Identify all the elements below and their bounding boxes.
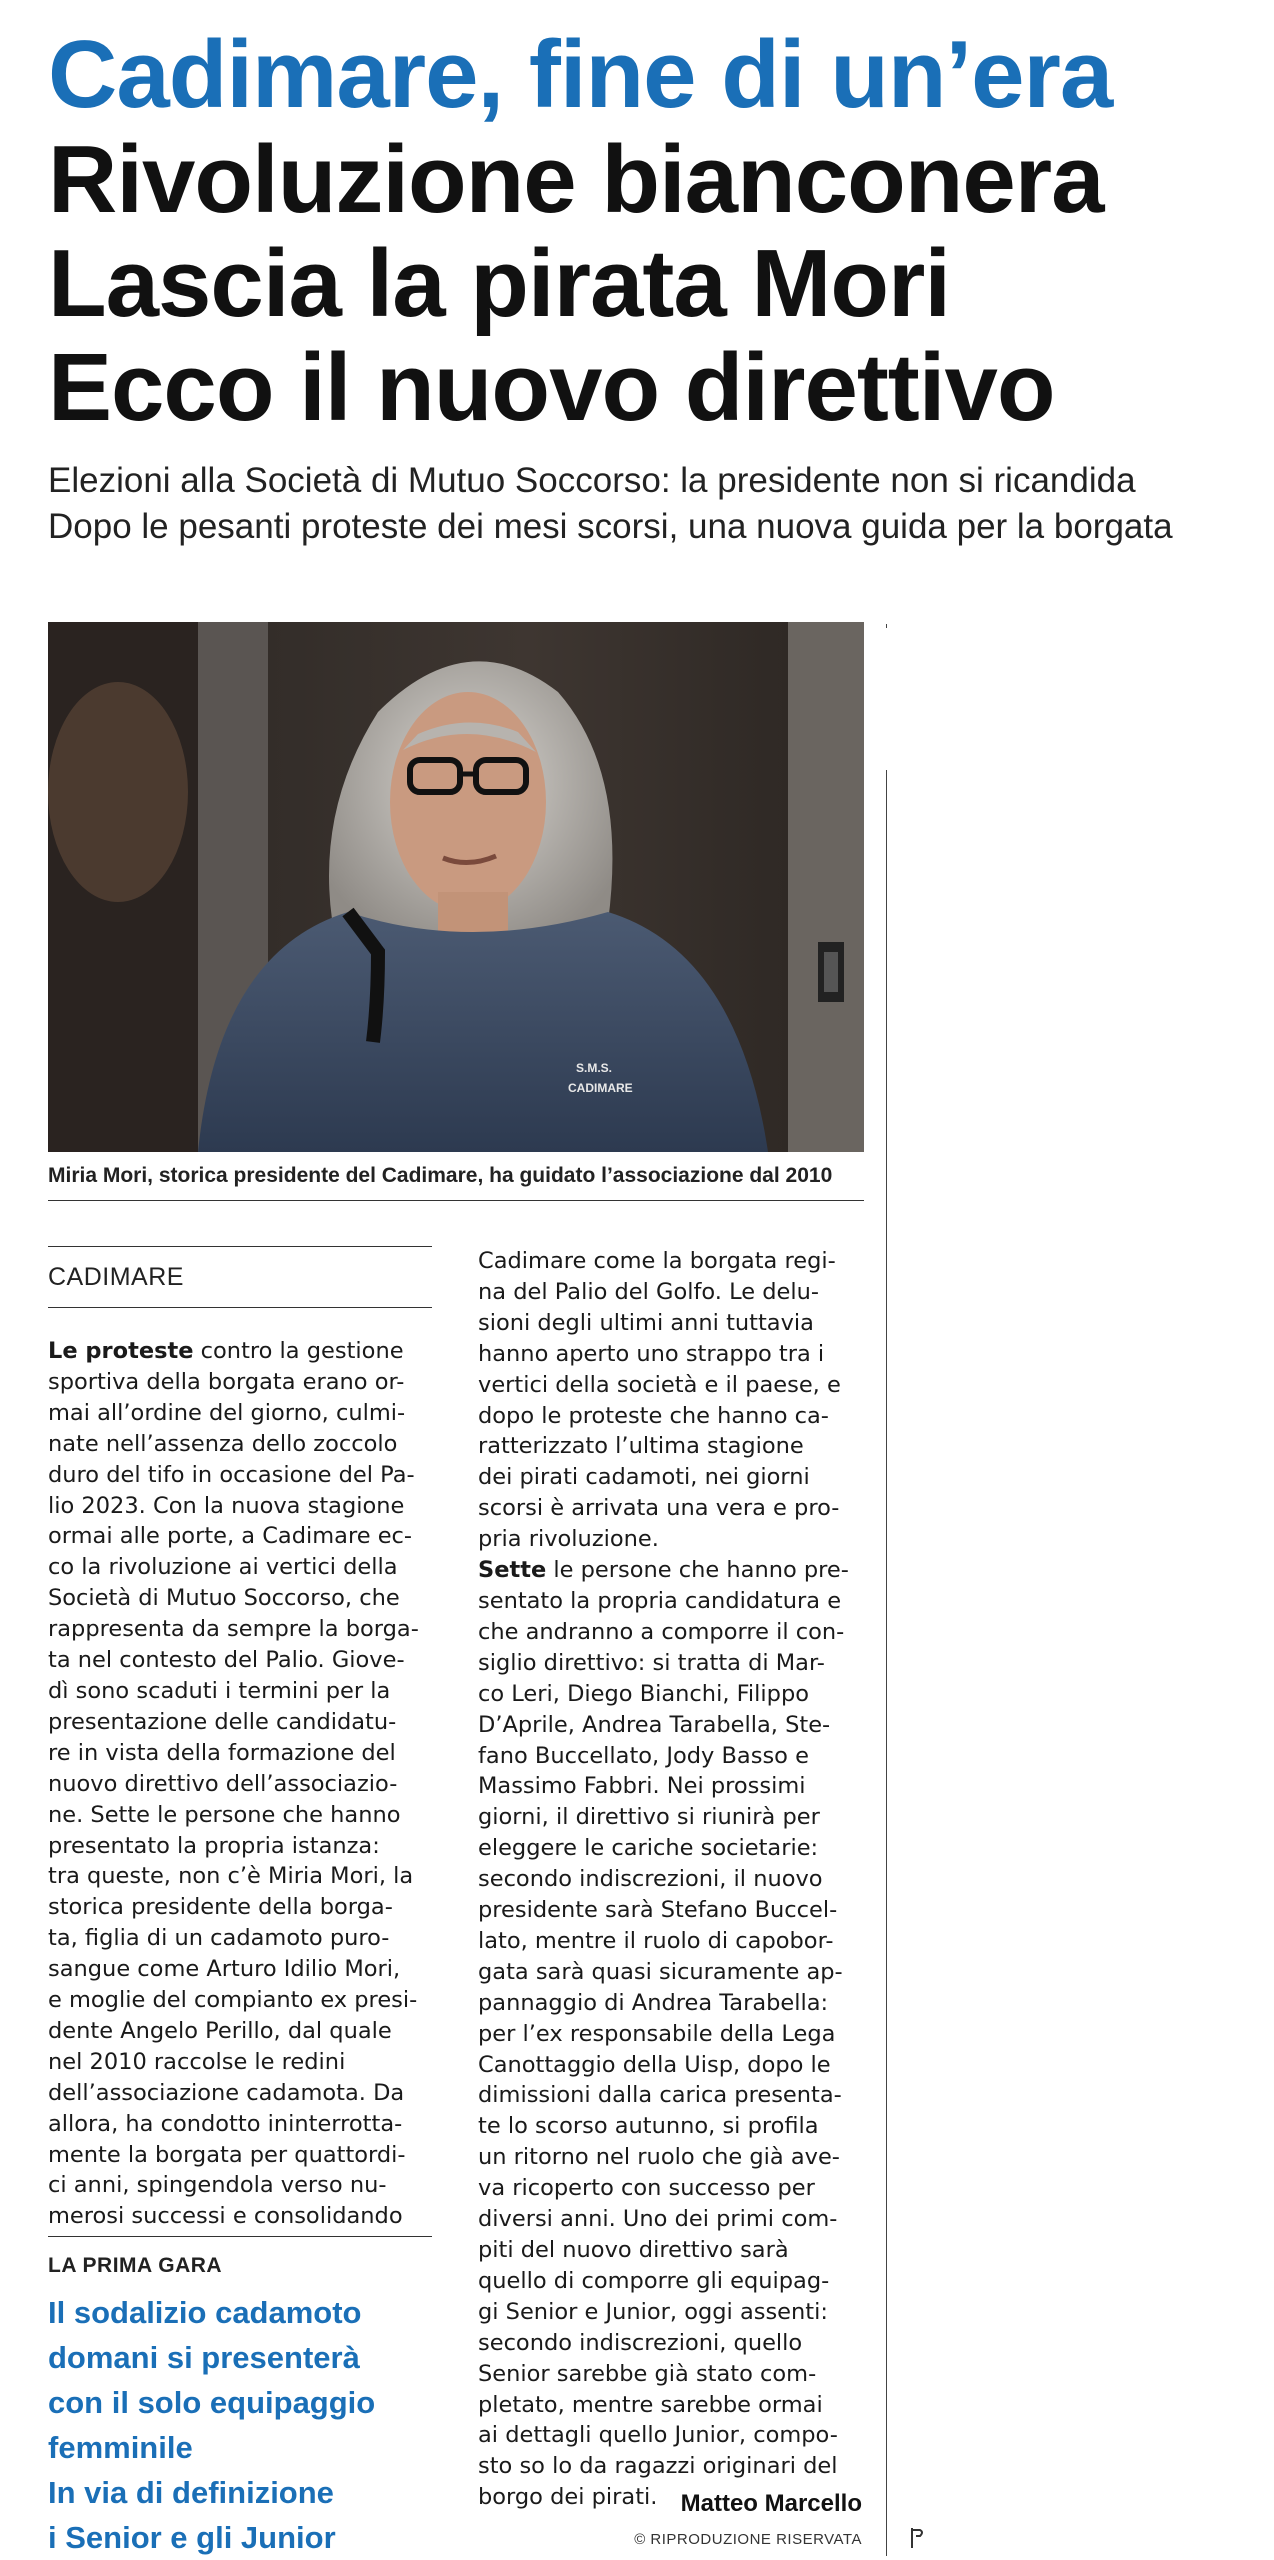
body-line: siglio direttivo: si tratta di Mar- [478,1649,825,1676]
sidebar-line: con il solo equipaggio [48,2385,376,2420]
body-line [48,1336,432,1367]
body-line: e moglie del compianto ex presi- [48,1987,418,2014]
body-line: te lo scorso autunno, si profila [478,2113,819,2140]
body-line: duro del tifo in occasione del Pa- [48,1461,415,1488]
body-line: dì sono scaduti i termini per la [48,1677,391,1704]
body-line: co Leri, Diego Bianchi, Filippo [478,1680,810,1707]
body-column-1 [48,1336,432,2232]
body-line: ratterizzato l’ultima stagione [478,1433,804,1460]
sidebar-line: In via di definizione [48,2475,334,2510]
body-line: mente la borgata per quattordi- [48,2141,406,2168]
body-line: che andranno a comporre il con- [478,1618,845,1645]
body-line: secondo indiscrezioni, il nuovo [478,1866,823,1893]
headline-line: Rivoluzione bianconera [48,126,1104,233]
body-line: rappresenta da sempre la borga- [48,1616,419,1643]
body-line: dell’associazione cadamota. Da [48,2079,405,2106]
body-line: giorni, il direttivo si riunirà per [478,1804,820,1831]
body-line: presentato la propria istanza: [48,1832,380,1859]
body-line: diversi anni. Uno dei primi com- [478,2206,838,2233]
body-line: piti del nuovo direttivo sarà [478,2237,789,2263]
body-line: va ricoperto con successo per [478,2175,815,2202]
body-line: vertici della società e il paese, e [478,1371,841,1398]
sidebar-label: LA PRIMA GARA [48,2254,223,2277]
body-line: D’Aprile, Andrea Tarabella, Ste- [478,1711,831,1738]
body-line: dimissioni dalla carica presenta- [478,2082,842,2109]
body-line: borgo dei pirati. [478,2484,658,2511]
body-line: Cadimare come la borgata regi- [478,1248,836,1274]
sidebar-line: domani si presenterà [48,2340,360,2375]
body-line: sioni degli ultimi anni tuttavia [478,1309,814,1336]
body-line: gi Senior e Junior, oggi assenti: [478,2298,828,2325]
body-line: eleggere le cariche societarie: [478,1835,819,1862]
sidebar-line: Il sodalizio cadamoto [48,2295,362,2330]
body-line: co la rivoluzione ai vertici della [48,1554,398,1581]
article-subhead [48,458,1274,550]
body-line: na del Palio del Golfo. Le delu- [478,1278,819,1305]
subhead-line: Dopo le pesanti proteste dei mesi scorsi, una nuova guida per la borgata [48,507,1173,546]
body-line: quello di comporre gli equipag- [478,2267,830,2294]
body-line: presentazione delle candidatu- [48,1708,397,1735]
subhead-line: Elezioni alla Società di Mutuo Soccorso: la presidente non si ricandida [48,461,1136,500]
body-line: nate nell’assenza dello zoccolo [48,1430,398,1457]
page-corner-mark-icon [908,2524,928,2552]
body-line: un ritorno nel ruolo che già ave- [478,2144,840,2171]
lead-bold: Sette [478,1557,547,1584]
body-line: presidente sarà Stefano Buccel- [478,1897,838,1924]
sidebar-line: i Senior e gli Junior [48,2520,336,2555]
body-line [478,1555,862,1586]
body-line: fano Buccellato, Jody Basso e [478,1742,809,1769]
sidebar-line: femminile [48,2430,193,2465]
body-line: ne. Sette le persone che hanno [48,1801,401,1828]
column-separator [886,770,887,2556]
dateline-rule-bottom [48,1307,432,1308]
copyright-notice: © RIPRODUZIONE RISERVATA [634,2531,862,2548]
article-photo [48,622,864,1152]
sidebar-rule [48,2236,432,2237]
photo-shirt-text: CADIMARE [568,1081,633,1095]
body-line: nuovo direttivo dell’associazio- [48,1770,398,1797]
headline-line: Lascia la pirata Mori [48,230,951,337]
photo-shirt-text: S.M.S. [576,1061,613,1075]
dateline: CADIMARE [48,1263,184,1291]
caption-rule [48,1200,864,1201]
body-line: ta nel contesto del Palio. Giove- [48,1647,405,1674]
body-line: merosi successi e consolidando [48,2203,403,2230]
body-line: per l’ex responsabile della Lega [478,2020,836,2047]
body-line: secondo indiscrezioni, quello [478,2329,803,2356]
photo-caption: Miria Mori, storica presidente del Cadimare, ha guidato l’associazione dal 2010 [48,1164,833,1187]
body-line: hanno aperto uno strappo tra i [478,1340,825,1367]
body-line: ta, figlia di un cadamoto puro- [48,1925,390,1952]
body-line: lato, mentre il ruolo di capobor- [478,1927,834,1954]
body-line: lio 2023. Con la nuova stagione [48,1492,405,1519]
body-line: nel 2010 raccolse le redini [48,2048,346,2075]
body-line: sportiva della borgata erano or- [48,1368,405,1395]
body-line: scorsi è arrivata una vera e pro- [478,1495,840,1522]
article-kicker: Cadimare, fine di un’era [48,21,1113,128]
body-line: allora, ha condotto ininterrotta- [48,2110,403,2137]
body-line: pannaggio di Andrea Tarabella: [478,1989,829,2016]
body-line: dente Angelo Perillo, dal quale [48,2017,392,2044]
body-line: ai dettagli quello Junior, compo- [478,2422,838,2449]
body-line: storica presidente della borga- [48,1894,393,1921]
body-line: pletato, mentre sarebbe ormai [478,2391,823,2418]
sidebar-text [48,2290,448,2560]
body-line: Canottaggio della Uisp, dopo le [478,2051,831,2078]
body-line: sto so lo da ragazzi originari del [478,2453,838,2480]
article-headline [48,128,1274,440]
lead-rest: le persone che hanno pre- [546,1557,849,1584]
headline-line: Ecco il nuovo direttivo [48,334,1055,441]
body-line: sentato la propria candidatura e [478,1587,842,1614]
body-line: Senior sarebbe già stato com- [478,2360,817,2387]
body-line: sangue come Arturo Idilio Mori, [48,1956,401,1983]
lead-bold: Le proteste [48,1338,194,1364]
body-line: tra queste, non c’è Miria Mori, la [48,1863,414,1890]
lead-rest: contro la gestione [193,1338,404,1364]
byline: Matteo Marcello [680,2490,862,2517]
portrait-photo-illustration [48,622,864,1152]
body-line: mai all’ordine del giorno, culmi- [48,1399,406,1426]
body-line: Società di Mutuo Soccorso, che [48,1585,400,1612]
body-line: ormai alle porte, a Cadimare ec- [48,1523,413,1550]
dateline-rule-top [48,1246,432,1247]
body-line: re in vista della formazione del [48,1739,396,1766]
body-line: Massimo Fabbri. Nei prossimi [478,1773,806,1800]
body-line: pria rivoluzione. [478,1526,659,1553]
body-line: dopo le proteste che hanno ca- [478,1402,829,1429]
body-line: dei pirati cadamoti, nei giorni [478,1464,810,1491]
body-column-2 [478,1246,862,2513]
body-line: gata sarà quasi sicuramente ap- [478,1958,843,1985]
body-line: ci anni, spingendola verso nu- [48,2172,387,2199]
column-separator-mark [886,624,887,628]
